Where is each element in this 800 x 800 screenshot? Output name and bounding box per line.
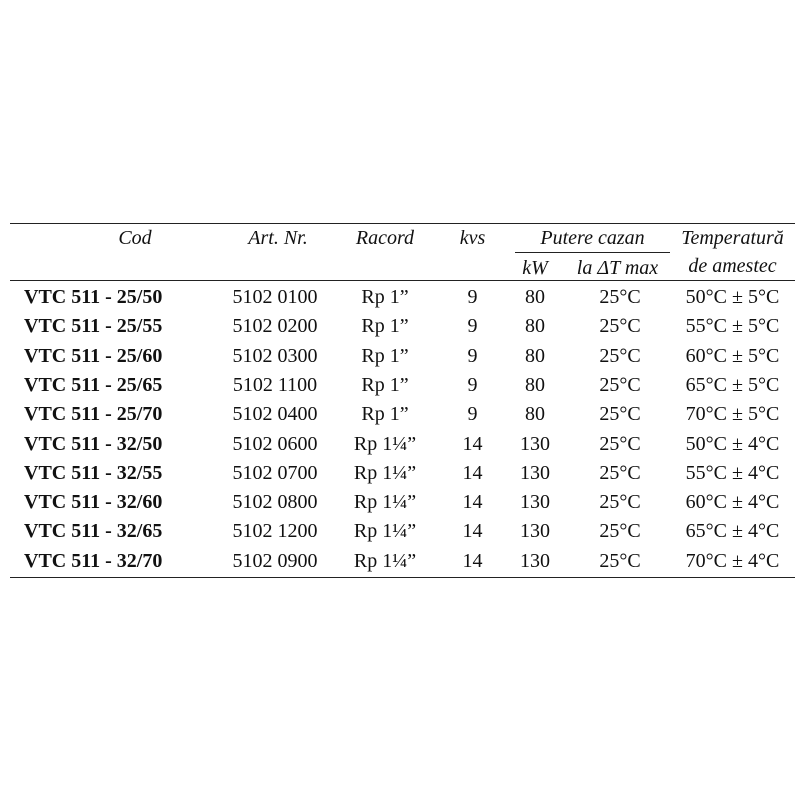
- cell-racord: Rp 1”: [361, 344, 409, 367]
- cell-temp: 70°C ± 5°C: [685, 403, 780, 426]
- table-row: [10, 547, 795, 576]
- cell-dt: 25°C: [599, 373, 641, 396]
- table-row: [10, 400, 795, 429]
- cell-cod: VTC 511 - 32/70: [24, 549, 163, 572]
- cell-racord: Rp 1¼”: [353, 432, 417, 455]
- cell-art-nr: 5102 0100: [232, 286, 318, 308]
- table-bottom-rule: [10, 577, 795, 578]
- cell-temp: 60°C ± 5°C: [685, 344, 780, 367]
- putere-cazan-underline: [515, 252, 670, 253]
- cell-art-nr: 5102 0300: [232, 344, 318, 367]
- header-de-amestec: de amestec: [688, 255, 777, 277]
- cell-dt: 25°C: [599, 520, 641, 543]
- cell-temp: 50°C ± 4°C: [685, 432, 780, 455]
- cell-kvs: 9: [467, 373, 478, 396]
- header-la-dt-max: la ΔT max: [576, 257, 659, 279]
- cell-dt: 25°C: [599, 403, 641, 426]
- cell-kvs: 9: [467, 315, 478, 338]
- cell-racord: Rp 1¼”: [353, 491, 417, 514]
- cell-racord: Rp 1”: [361, 286, 409, 308]
- cell-kw: 80: [525, 344, 545, 367]
- table-row: [10, 283, 795, 312]
- cell-art-nr: 5102 1100: [232, 373, 318, 396]
- cell-dt: 25°C: [599, 286, 641, 308]
- cell-kvs: 14: [462, 491, 483, 514]
- cell-kw: 80: [525, 403, 545, 426]
- cell-racord: Rp 1”: [361, 403, 409, 426]
- header-kvs: kvs: [459, 227, 486, 249]
- table-top-rule: [10, 223, 795, 224]
- cell-cod: VTC 511 - 32/50: [24, 432, 163, 455]
- cell-cod: VTC 511 - 25/55: [24, 315, 163, 338]
- cell-cod: VTC 511 - 25/65: [24, 373, 163, 396]
- cell-temp: 70°C ± 4°C: [685, 549, 780, 572]
- cell-kw: 80: [525, 315, 545, 338]
- cell-cod: VTC 511 - 25/50: [24, 286, 163, 308]
- cell-dt: 25°C: [599, 549, 641, 572]
- cell-temp: 55°C ± 5°C: [685, 315, 780, 338]
- cell-art-nr: 5102 1200: [232, 520, 318, 543]
- cell-kvs: 14: [462, 520, 483, 543]
- header-kw: kW: [522, 257, 548, 279]
- header-bottom-rule: [10, 280, 795, 281]
- cell-temp: 55°C ± 4°C: [685, 461, 780, 484]
- cell-art-nr: 5102 0600: [232, 432, 318, 455]
- cell-dt: 25°C: [599, 344, 641, 367]
- cell-cod: VTC 511 - 25/60: [24, 344, 163, 367]
- header-temperatura: Temperatură: [681, 227, 784, 249]
- cell-kvs: 9: [467, 403, 478, 426]
- cell-cod: VTC 511 - 25/70: [24, 403, 163, 426]
- cell-kvs: 14: [462, 432, 483, 455]
- cell-kvs: 9: [467, 344, 478, 367]
- cell-kvs: 14: [462, 549, 483, 572]
- cell-racord: Rp 1”: [361, 315, 409, 338]
- cell-temp: 65°C ± 4°C: [685, 520, 780, 543]
- cell-racord: Rp 1¼”: [353, 461, 417, 484]
- cell-kw: 80: [525, 373, 545, 396]
- cell-cod: VTC 511 - 32/65: [24, 520, 163, 543]
- cell-kw: 130: [520, 461, 550, 484]
- cell-racord: Rp 1”: [361, 373, 409, 396]
- table-row: [10, 371, 795, 400]
- cell-dt: 25°C: [599, 432, 641, 455]
- cell-kw: 80: [525, 286, 545, 308]
- cell-cod: VTC 511 - 32/55: [24, 461, 163, 484]
- header-racord: Racord: [355, 227, 415, 249]
- cell-kvs: 9: [467, 286, 478, 308]
- cell-temp: 60°C ± 4°C: [685, 491, 780, 514]
- header-putere-cazan: Putere cazan: [540, 227, 645, 249]
- table-row: [10, 488, 795, 517]
- table-row: [10, 459, 795, 488]
- header-art-nr: Art. Nr.: [248, 227, 308, 249]
- cell-art-nr: 5102 0700: [232, 461, 318, 484]
- cell-dt: 25°C: [599, 461, 641, 484]
- cell-dt: 25°C: [599, 491, 641, 514]
- cell-temp: 50°C ± 5°C: [685, 286, 780, 308]
- cell-kw: 130: [520, 520, 550, 543]
- cell-kvs: 14: [462, 461, 483, 484]
- table-row: [10, 342, 795, 371]
- cell-art-nr: 5102 0800: [232, 491, 318, 514]
- cell-kw: 130: [520, 549, 550, 572]
- cell-temp: 65°C ± 5°C: [685, 373, 780, 396]
- table-row: [10, 517, 795, 546]
- cell-racord: Rp 1¼”: [353, 549, 417, 572]
- cell-cod: VTC 511 - 32/60: [24, 491, 163, 514]
- cell-kw: 130: [520, 432, 550, 455]
- cell-art-nr: 5102 0400: [232, 403, 318, 426]
- table-row: [10, 312, 795, 341]
- cell-art-nr: 5102 0900: [232, 549, 318, 572]
- cell-art-nr: 5102 0200: [232, 315, 318, 338]
- cell-kw: 130: [520, 491, 550, 514]
- table-row: [10, 430, 795, 459]
- cell-racord: Rp 1¼”: [353, 520, 417, 543]
- header-cod: Cod: [118, 227, 152, 249]
- cell-dt: 25°C: [599, 315, 641, 338]
